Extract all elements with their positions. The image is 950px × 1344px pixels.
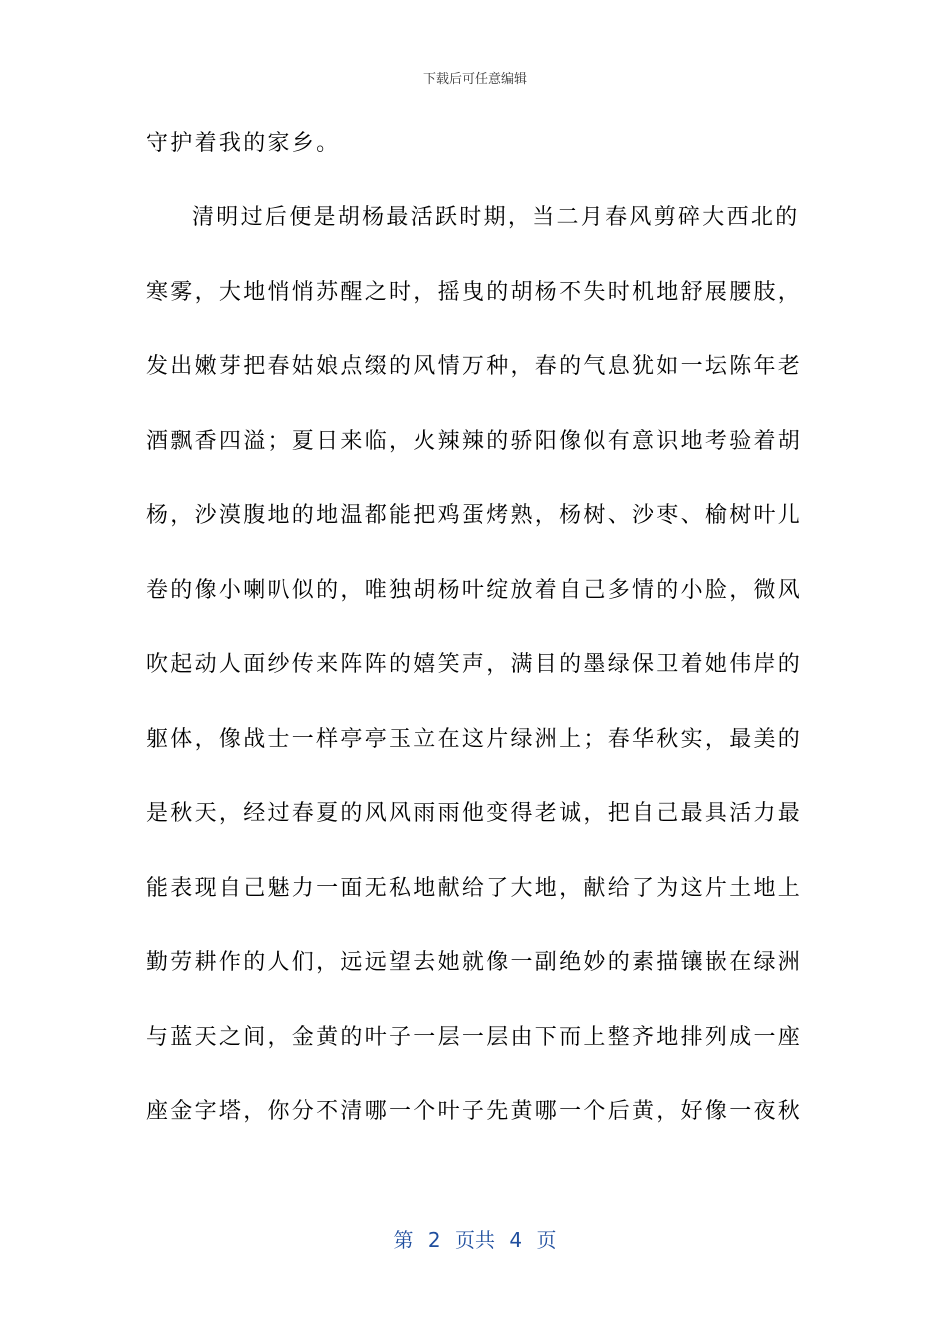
text-line: 寒雾，大地悄悄苏醒之时，摇曳的胡杨不失时机地舒展腰肢， [146,279,803,305]
text-line: 是秋天，经过春夏的风风雨雨他变得老诚，把自己最具活力最 [146,801,803,826]
footer-current-page: 2 [427,1228,441,1252]
body-paragraph [146,181,806,1150]
footer-prefix: 第 [393,1228,414,1252]
footer-middle: 页共 [455,1228,495,1252]
footer-total-pages: 4 [509,1228,523,1252]
text-line: 勤劳耕作的人们，远远望去她就像一副绝妙的素描镶嵌在绿洲 [146,950,803,975]
text-line: 酒飘香四溢；夏日来临，火辣辣的骄阳像似有意识地考验着胡 [146,428,803,454]
text-line: 吹起动人面纱传来阵阵的嬉笑声，满目的墨绿保卫着她伟岸的 [146,652,803,677]
text-line: 杨，沙漠腹地的地温都能把鸡蛋烤熟，杨树、沙枣、榆树叶儿 [146,503,803,528]
text-line: 躯体，像战士一样亭亭玉立在这片绿洲上；春华秋实，最美的 [146,726,803,752]
text-line: 与蓝天之间，金黄的叶子一层一层由下而上整齐地排列成一座 [146,1024,803,1050]
text-line: 座金字塔，你分不清哪一个叶子先黄哪一个后黄，好像一夜秋 [146,1099,803,1124]
text-line: 清明过后便是胡杨最活跃时期，当二月春风剪碎大西北的 [192,205,800,230]
footer-suffix: 页 [536,1228,557,1252]
text-line: 卷的像小喇叭似的，唯独胡杨叶绽放着自己多情的小脸，微风 [146,577,803,603]
text-line: 发出嫩芽把春姑娘点缀的风情万种，春的气息犹如一坛陈年老 [146,354,803,379]
page-footer [0,1224,950,1253]
text-line: 守护着我的家乡。 [146,131,341,156]
body-first-line [146,107,806,182]
header-note: 下载后可任意编辑 [422,72,527,87]
text-line: 能表现自己魅力一面无私地献给了大地，献给了为这片土地上 [146,875,803,901]
